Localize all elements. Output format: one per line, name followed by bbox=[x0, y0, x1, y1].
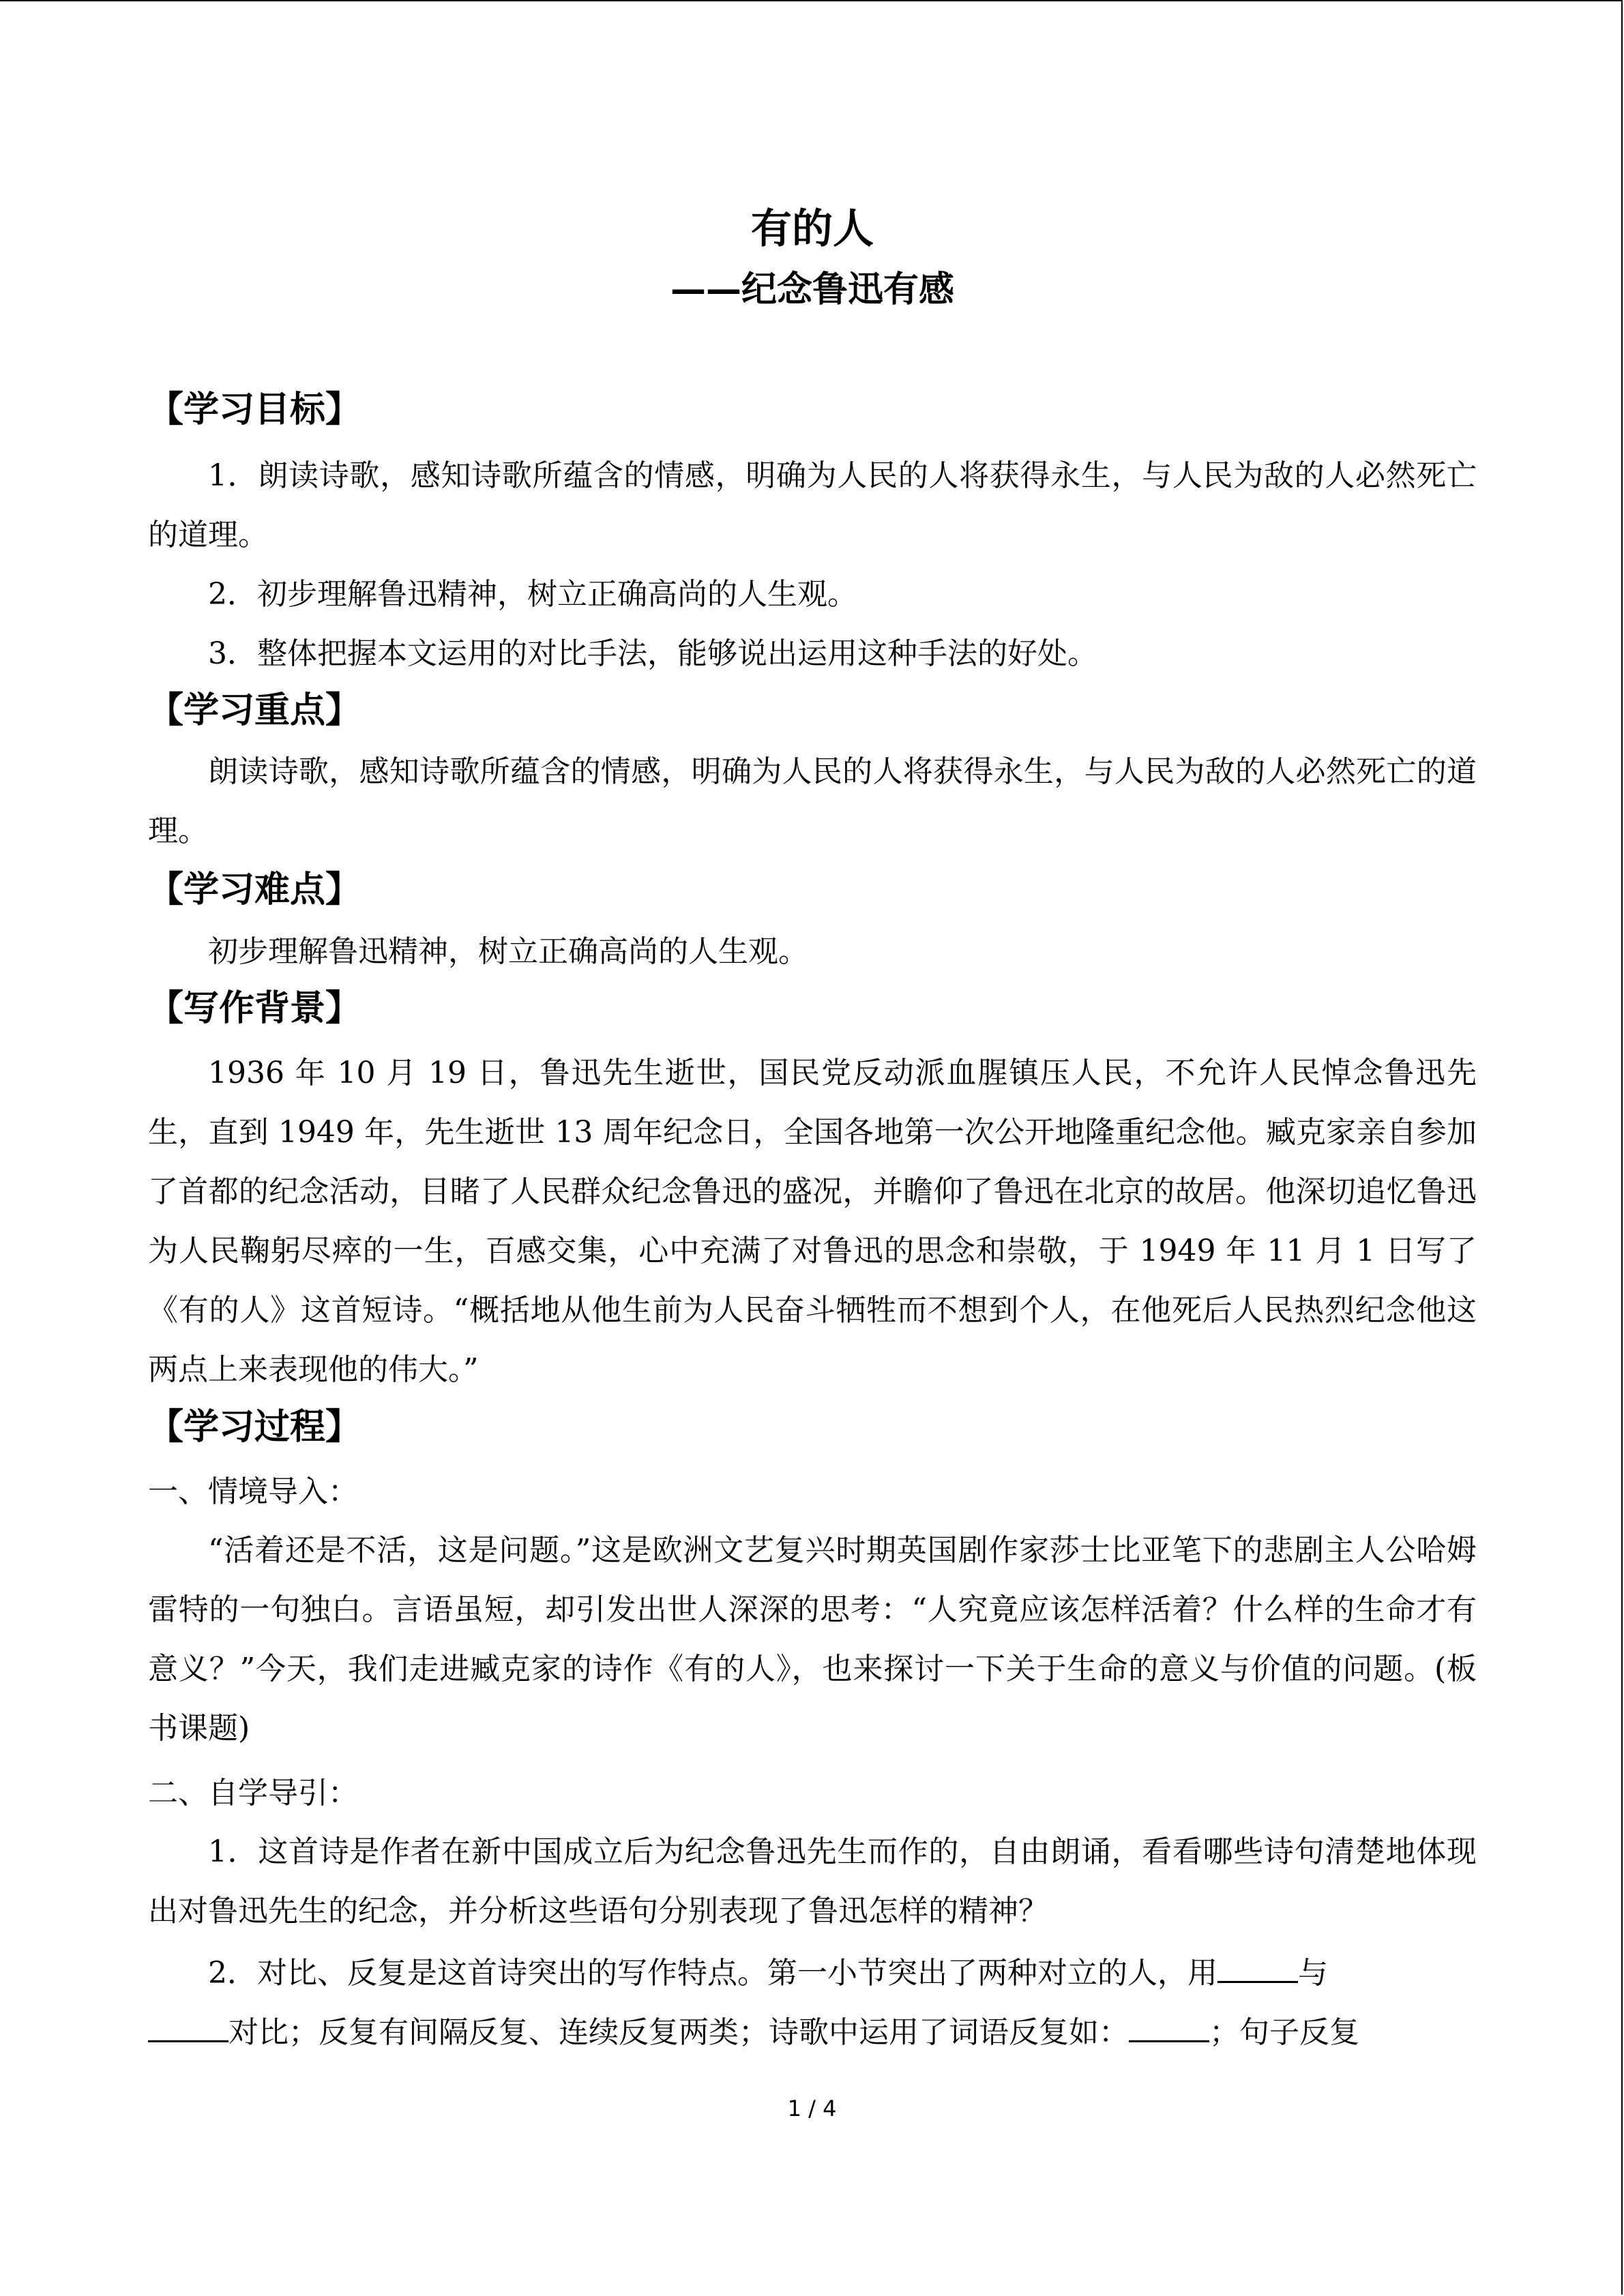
heading-learning-process: 【学习过程】 bbox=[148, 1407, 361, 1448]
intro-label: 一、情境导入： bbox=[148, 1474, 358, 1509]
question-2-and: 与 bbox=[1298, 1956, 1328, 1991]
question-1: 1．这首诗是作者在新中国成立后为纪念鲁迅先生而作的，自由朗诵，看看哪些诗句清楚地体现出对鲁迅先生的纪念，并分析这些语句分别表现了鲁迅怎样的精神？ bbox=[148, 1834, 1477, 1928]
difficulties-text: 初步理解鲁迅精神，树立正确高尚的人生观。 bbox=[208, 934, 808, 969]
goal-item-1: 1．朗读诗歌，感知诗歌所蕴含的情感，明确为人民的人将获得永生，与人民为敌的人必然死亡的道理。 bbox=[148, 458, 1477, 552]
goal-item-2: 2．初步理解鲁迅精神，树立正确高尚的人生观。 bbox=[208, 577, 857, 612]
heading-learning-goals: 【学习目标】 bbox=[148, 389, 361, 430]
heading-background: 【写作背景】 bbox=[148, 988, 361, 1029]
question-2-line-1 bbox=[208, 1943, 1328, 2003]
question-2-text-c: ；句子反复 bbox=[1209, 2015, 1359, 2050]
page-number: 1 / 4 bbox=[787, 2096, 837, 2121]
intro-text: “活着还是不活，这是问题。”这是欧洲文艺复兴时期英国剧作家莎士比亚笔下的悲剧主人公哈姆雷特的一句独白。言语虽短，却引发出世人深深的思考：“人究竟应该怎样活着？什么样的生命才有意义？”今天，我们走进臧克家的诗作《有的人》，也来探讨一下关于生命的意义与价值的问题。(板书课题) bbox=[148, 1533, 1477, 1746]
page-title: 有的人 bbox=[751, 205, 874, 253]
question-2-line-2 bbox=[148, 2003, 1359, 2062]
heading-key-points: 【学习重点】 bbox=[148, 690, 361, 731]
fill-blank-2[interactable] bbox=[148, 2014, 228, 2042]
self-study-label: 二、自学导引： bbox=[148, 1776, 358, 1810]
page-subtitle: ——纪念鲁迅有感 bbox=[670, 269, 954, 310]
heading-difficulties: 【学习难点】 bbox=[148, 869, 361, 910]
fill-blank-1[interactable] bbox=[1217, 1955, 1298, 1983]
fill-blank-3[interactable] bbox=[1129, 2014, 1209, 2042]
key-points-text: 朗读诗歌，感知诗歌所蕴含的情感，明确为人民的人将获得永生，与人民为敌的人必然死亡的道理。 bbox=[148, 754, 1477, 848]
goal-item-3: 3．整体把握本文运用的对比手法，能够说出运用这种手法的好处。 bbox=[208, 636, 1097, 671]
question-2-text-a: 2．对比、反复是这首诗突出的写作特点。第一小节突出了两种对立的人，用 bbox=[208, 1956, 1217, 1991]
question-2-text-b: 对比；反复有间隔反复、连续反复两类；诗歌中运用了词语反复如： bbox=[228, 2015, 1129, 2050]
background-text: 1936 年 10 月 19 日，鲁迅先生逝世，国民党反动派血腥镇压人民，不允许人民悼念鲁迅先生，直到 1949 年，先生逝世 13 周年纪念日，全国各地第一次公开地隆重纪念他。臧克家亲自参加了首都的纪念活动，目睹了人民群众纪念鲁迅的盛况，并瞻仰了鲁迅在北京的故居。他深切追忆鲁迅为人民鞠躬尽瘁的一生，百感交集，心中充满了对鲁迅的思念和崇敬，于 1949 年 11 月 1 日写了《有的人》这首短诗。“概括地从他生前为人民奋斗牺牲而不想到个人，在他死后人民热烈纪念他这两点上来表现他的伟大。” bbox=[148, 1056, 1477, 1387]
